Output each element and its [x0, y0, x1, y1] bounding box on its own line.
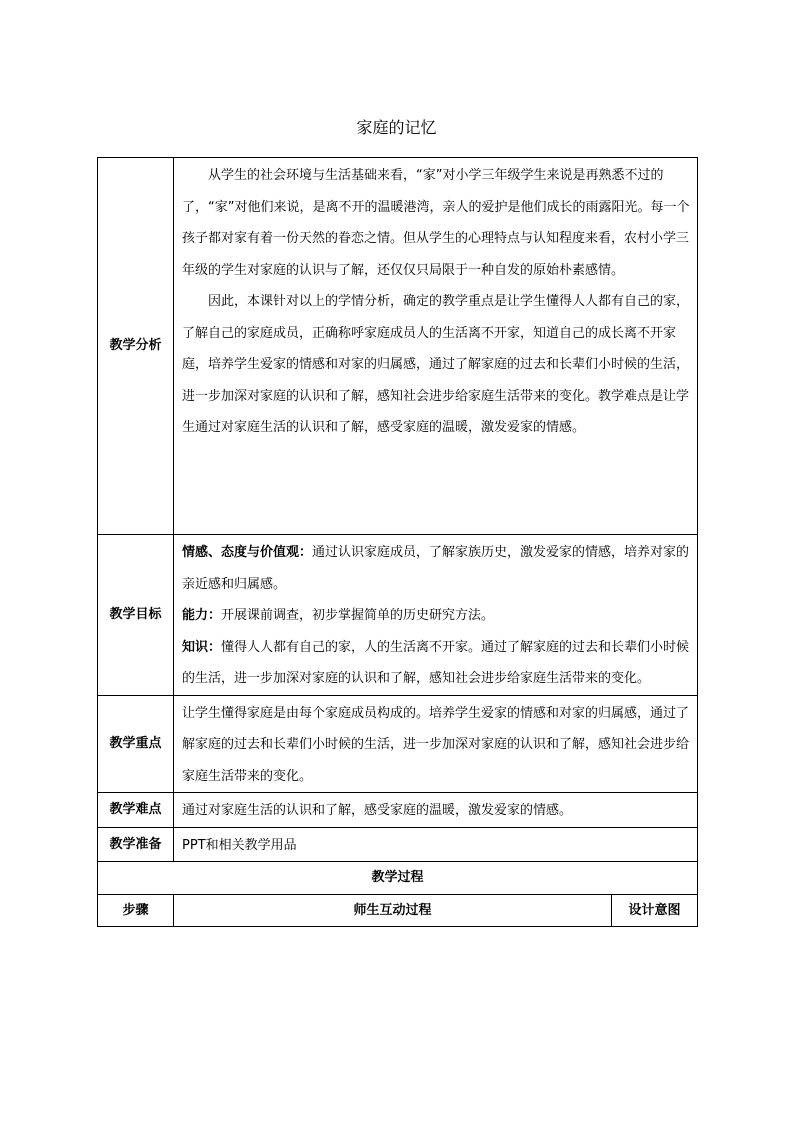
difficulties-label: 教学难点: [98, 793, 174, 828]
goal-text: 开展课前调查，初步掌握简单的历史研究方法。: [221, 608, 495, 623]
preparation-content: PPT和相关教学用品: [174, 827, 698, 862]
difficulties-row: [98, 793, 698, 828]
preparation-label: 教学准备: [98, 827, 174, 862]
preparation-row: [98, 827, 698, 862]
lesson-plan-table: [97, 157, 698, 927]
key-points-row: [98, 695, 698, 793]
goals-content: [174, 535, 698, 696]
goal-heading: 能力：: [182, 608, 222, 623]
page-title: 家庭的记忆: [356, 118, 437, 137]
goal-heading: 知识：: [182, 639, 222, 655]
difficulties-content: 通过对家庭生活的认识和了解，感受家庭的温暖，激发爱家的情感。: [174, 793, 698, 828]
analysis-row: [98, 158, 698, 535]
goal-text: 通过认识家庭成员，了解家族历史，激发爱家的情感，培养对家的亲近感和归属感。: [182, 545, 690, 592]
goals-label: 教学目标: [98, 535, 174, 696]
goals-row: [98, 535, 698, 696]
goal-item: [182, 600, 691, 632]
goal-heading: 情感、态度与价值观：: [182, 545, 313, 560]
column-header-steps: 步骤: [98, 894, 174, 927]
goal-item: [182, 537, 691, 600]
analysis-label: 教学分析: [98, 158, 174, 535]
goal-text: 懂得人人都有自己的家，人的生活离不开家。通过了解家庭的过去和长辈们小时候的生活，进一步加深对家庭的认识和了解，感知社会进步给家庭生活带来的变化。: [182, 639, 690, 686]
analysis-content: [174, 158, 698, 535]
process-heading: 教学过程: [98, 862, 698, 895]
column-header-interaction: 师生互动过程: [174, 894, 612, 927]
key-points-content: 让学生懂得家庭是由每个家庭成员构成的。培养学生爱家的情感和对家的归属感，通过了解家庭的过去和长辈们小时候的生活，进一步加深对家庭的认识和了解，感知社会进步给家庭生活带来的变化。: [174, 695, 698, 793]
goal-item: [182, 632, 691, 695]
key-points-label: 教学重点: [98, 695, 174, 793]
analysis-paragraph: 从学生的社会环境与生活基础来看，“家”对小学三年级学生来说是再熟悉不过的了，“家”对他们来说，是离不开的温暖港湾，亲人的爱护是他们成长的雨露阳光。每一个孩子都对家有着一份天然的眷恋之情。但从学生的心理特点与认知程度来看，农村小学三年级的学生对家庭的认识与了解，还仅仅只局限于一种自发的原始朴素感情。: [182, 168, 690, 278]
process-columns-row: [98, 894, 698, 927]
column-header-intent: 设计意图: [612, 894, 698, 927]
process-heading-row: [98, 862, 698, 895]
analysis-paragraph: 因此，本课针对以上的学情分析，确定的教学重点是让学生懂得人人都有自己的家，了解自己的家庭成员，正确称呼家庭成员人的生活离不开家，知道自己的成长离不开家庭，培养学生爱家的情感和对家的归属感，通过了解家庭的过去和长辈们小时候的生活，进一步加深对家庭的认识和了解，感知社会进步给家庭生活带来的变化。教学难点是让学生通过对家庭生活的认识和了解，感受家庭的温暖，激发爱家的情感。: [182, 294, 690, 435]
